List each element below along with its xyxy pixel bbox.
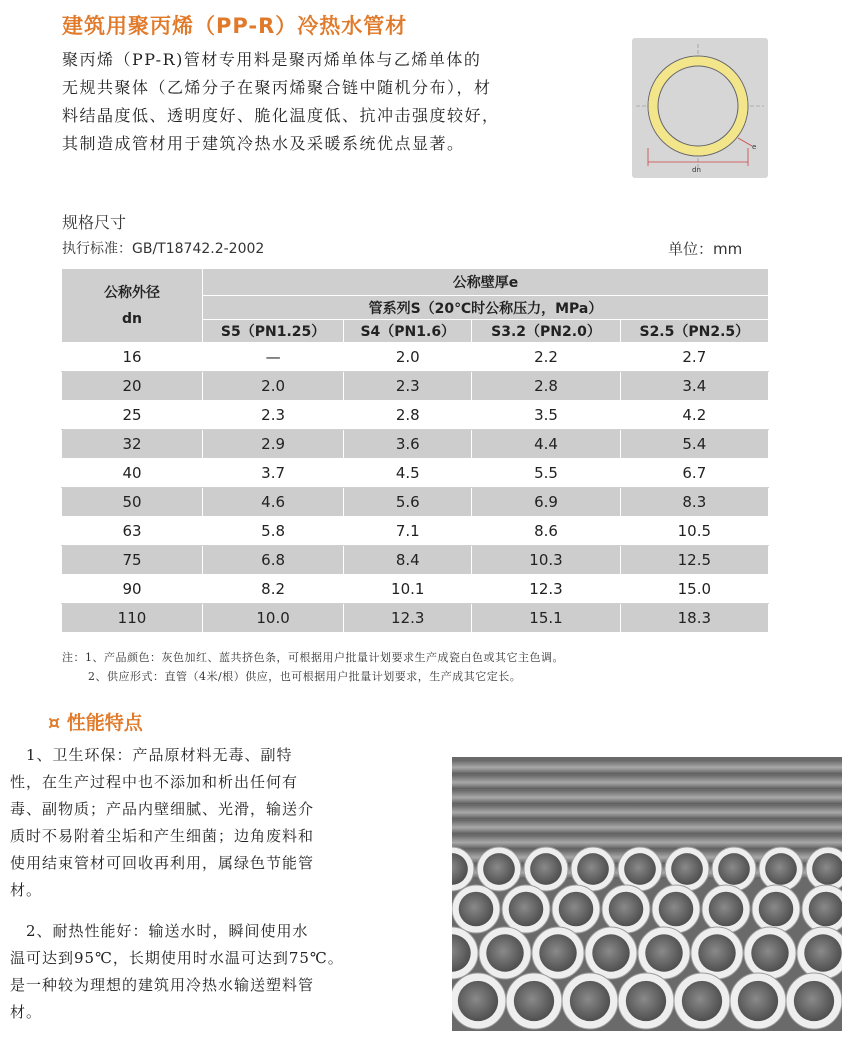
table-cell: 16: [62, 343, 203, 372]
table-cell: 5.6: [344, 488, 472, 517]
pipe-body: [452, 791, 842, 804]
table-cell: 10.0: [203, 604, 344, 633]
standard-label: 执行标准：GB/T18742.2-2002: [62, 241, 265, 257]
diagram-label-dn: dn: [692, 166, 701, 174]
pipes-photo: [452, 757, 842, 1031]
pipe-hole: [698, 934, 735, 971]
table-cell: 110: [62, 604, 203, 633]
pipe-hole: [570, 981, 610, 1021]
pipe-hole: [709, 892, 744, 927]
pipe-hole: [609, 892, 644, 927]
feature-line: 材。: [10, 1003, 43, 1021]
table-cell: 90: [62, 575, 203, 604]
table-cell: 7.1: [344, 517, 472, 546]
pipe-hole: [645, 934, 682, 971]
table-cell: 2.9: [203, 430, 344, 459]
table-cell: 2.0: [344, 343, 472, 372]
feature-line: 温可达到95℃，长期使用时水温可达到75℃。: [10, 949, 344, 967]
table-cell: 10.1: [344, 575, 472, 604]
table-cell: 4.5: [344, 459, 472, 488]
table-cell: 12.5: [620, 546, 768, 575]
feature-line: 是一种较为理想的建筑用冷热水输送塑料管: [10, 976, 315, 994]
table-cell: 2.8: [472, 372, 620, 401]
table-cell: 18.3: [620, 604, 768, 633]
table-cell: 3.6: [344, 430, 472, 459]
pipe-hole: [577, 853, 609, 885]
table-cell: 12.3: [472, 575, 620, 604]
table-row: [62, 575, 769, 604]
pipe-hole: [671, 853, 703, 885]
pipe-hole: [809, 892, 842, 927]
intro-paragraph: [62, 46, 622, 158]
table-cell: 8.3: [620, 488, 768, 517]
unit-label: 单位：mm: [668, 240, 743, 258]
diagram-label-e: e: [752, 143, 757, 151]
table-row: [62, 604, 769, 633]
pipe-hole: [539, 934, 576, 971]
table-cell: 4.6: [203, 488, 344, 517]
pipe-hole: [624, 853, 656, 885]
feature-line: 材。: [10, 881, 43, 899]
pipe-hole: [759, 892, 794, 927]
pipe-hole: [804, 934, 841, 971]
pipe-hole: [459, 892, 494, 927]
table-cell: 8.2: [203, 575, 344, 604]
table-cell: 63: [62, 517, 203, 546]
table-row: [62, 546, 769, 575]
table-cell: 6.9: [472, 488, 620, 517]
pipe-hole: [682, 981, 722, 1021]
feature-line: 使用结束管材可回收再利用，属绿色节能管: [10, 854, 315, 872]
table-cell: 8.4: [344, 546, 472, 575]
feature-line: 毒、副物质；产品内壁细腻、光滑，输送介: [10, 800, 315, 818]
pipe-body: [452, 761, 842, 774]
intro-line: 无规共聚体（乙烯分子在聚丙烯聚合链中随机分布），材: [62, 78, 492, 97]
table-notes: [62, 648, 564, 686]
table-cell: 6.7: [620, 459, 768, 488]
table-cell: 5.4: [620, 430, 768, 459]
pipe-hole: [626, 981, 666, 1021]
pipe-cross-section-diagram: [632, 38, 768, 178]
table-cell: 8.6: [472, 517, 620, 546]
pipe-body: [452, 821, 842, 834]
table-cell: —: [203, 343, 344, 372]
column-header: S4（PN1.6）: [344, 320, 472, 343]
table-cell: 2.3: [344, 372, 472, 401]
pipe-ring-image: [632, 38, 768, 178]
table-cell: 6.8: [203, 546, 344, 575]
features-text: [10, 742, 440, 1026]
pipe-hole: [592, 934, 629, 971]
table-row: [62, 343, 769, 372]
table-cell: 2.3: [203, 401, 344, 430]
table-cell: 4.4: [472, 430, 620, 459]
pipe-hole: [659, 892, 694, 927]
page-title: 建筑用聚丙烯（PP-R）冷热水管材: [62, 14, 408, 38]
table-row: [62, 430, 769, 459]
table-cell: 3.7: [203, 459, 344, 488]
table-cell: 25: [62, 401, 203, 430]
pipe-hole: [483, 853, 515, 885]
note-line: 注：1、产品颜色：灰色加红、蓝共挤色条，可根据用户批量计划要求生产成瓷白色或其它主色调。: [62, 651, 564, 664]
table-cell: 10.5: [620, 517, 768, 546]
pipe-hole: [514, 981, 554, 1021]
pipe-hole: [509, 892, 544, 927]
table-row: [62, 517, 769, 546]
pipe-hole: [530, 853, 562, 885]
table-cell: 12.3: [344, 604, 472, 633]
table-cell: 5.8: [203, 517, 344, 546]
wall-header: 公称壁厚e: [203, 269, 769, 296]
table-cell: 2.8: [344, 401, 472, 430]
pipe-hole: [458, 981, 498, 1021]
spec-heading: 规格尺寸: [62, 213, 127, 232]
table-cell: 50: [62, 488, 203, 517]
column-header: S3.2（PN2.0）: [472, 320, 620, 343]
table-cell: 2.0: [203, 372, 344, 401]
pipe-hole: [738, 981, 778, 1021]
dn-sub-header: dn: [122, 310, 142, 327]
table-cell: 5.5: [472, 459, 620, 488]
pipe-hole: [765, 853, 797, 885]
table-row: [62, 372, 769, 401]
intro-line: 其制造成管材用于建筑冷热水及采暖系统优点显著。: [62, 134, 465, 153]
feature-line: 质时不易附着尘垢和产生细菌；边角废料和: [10, 827, 315, 845]
dn-header-cell: [62, 269, 203, 343]
features-heading: ¤ 性能特点: [48, 712, 143, 734]
column-header: S2.5（PN2.5）: [620, 320, 768, 343]
spec-table: [61, 268, 769, 633]
pipe-body: [452, 806, 842, 819]
pipe-body: [452, 776, 842, 789]
pipe-hole: [751, 934, 788, 971]
series-header: 管系列S（20℃时公称压力，MPa）: [203, 296, 769, 320]
table-cell: 2.2: [472, 343, 620, 372]
table-cell: 4.2: [620, 401, 768, 430]
feature-line: 性，在生产过程中也不添加和析出任何有: [10, 773, 299, 791]
pipe-hole: [559, 892, 594, 927]
table-cell: 15.0: [620, 575, 768, 604]
table-cell: 32: [62, 430, 203, 459]
table-cell: 2.7: [620, 343, 768, 372]
pipe-hole: [794, 981, 834, 1021]
table-cell: 40: [62, 459, 203, 488]
table-cell: 3.4: [620, 372, 768, 401]
table-row: [62, 401, 769, 430]
column-header: S5（PN1.25）: [203, 320, 344, 343]
table-cell: 20: [62, 372, 203, 401]
table-row: [62, 488, 769, 517]
intro-line: 聚丙烯（PP-R)管材专用料是聚丙烯单体与乙烯单体的: [62, 50, 482, 69]
pipe-hole: [718, 853, 750, 885]
table-cell: 10.3: [472, 546, 620, 575]
note-line: 2、供应形式：直管（4米/根）供应，也可根据用户批量计划要求，生产成其它定长。: [88, 670, 522, 683]
intro-line: 料结晶度低、透明度好、脆化温度低、抗冲击强度较好，: [62, 106, 500, 125]
feature-line: 1、卫生环保：产品原材料无毒、副特: [10, 746, 293, 764]
pipe-hole: [486, 934, 523, 971]
table-cell: 15.1: [472, 604, 620, 633]
table-row: [62, 459, 769, 488]
table-cell: 75: [62, 546, 203, 575]
table-cell: 3.5: [472, 401, 620, 430]
feature-line: 2、耐热性能好：输送水时，瞬间使用水: [10, 922, 309, 940]
dn-header: 公称外径: [104, 284, 160, 301]
